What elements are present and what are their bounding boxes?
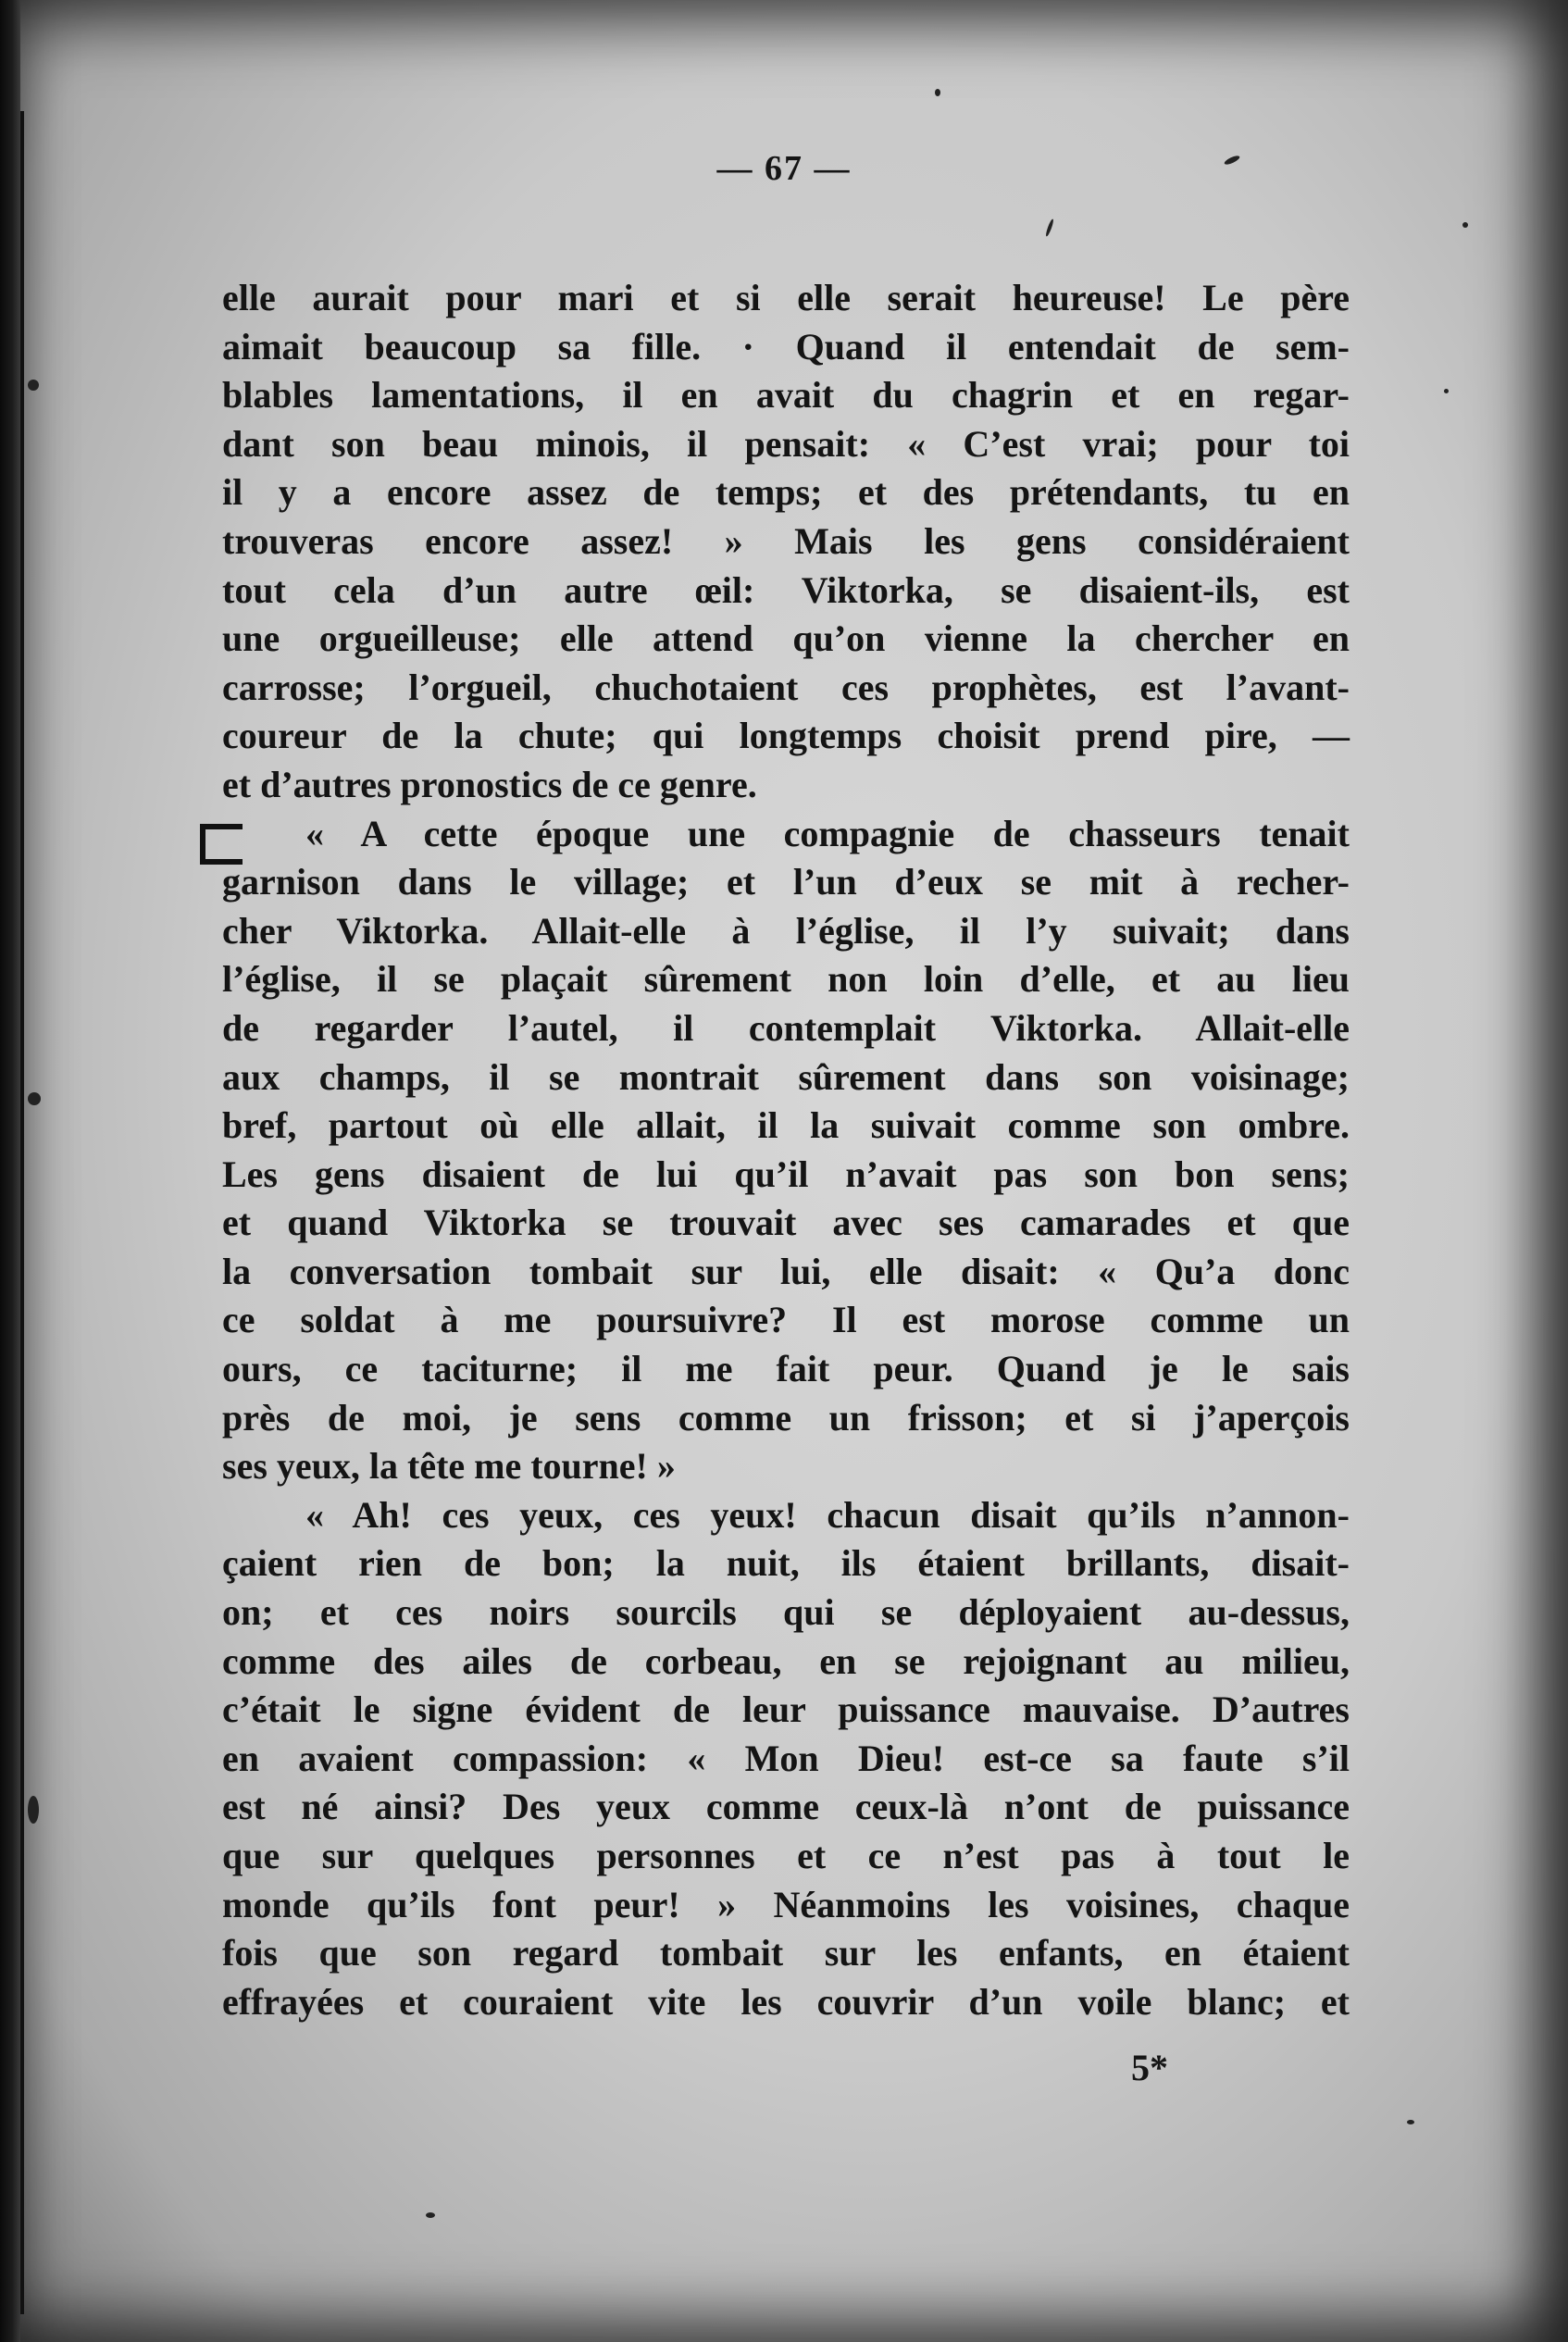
text-line-27: çaient rien de bon; la nuit, ils étaient brillants, disait- xyxy=(222,1542,1350,1585)
text-line-8: une orgueilleuse; elle attend qu’on vienne la chercher en xyxy=(222,617,1350,660)
text-line-17: aux champs, il se montrait sûrement dans son voisinage; xyxy=(222,1055,1350,1098)
scan-speck xyxy=(1407,2120,1414,2124)
text-line-12: « A cette époque une compagnie de chasseurs tenait xyxy=(305,812,1350,854)
text-line-30: c’était le signe évident de leur puissance mauvaise. D’autres xyxy=(222,1688,1350,1731)
text-line-34: monde qu’ils font peur! » Néanmoins les voisines, chaque xyxy=(222,1883,1350,1925)
text-line-31: en avaient compassion: « Mon Dieu! est-ce sa faute s’il xyxy=(222,1737,1350,1779)
signature-mark: 5* xyxy=(1131,2047,1168,2088)
text-line-7: tout cela d’un autre œil: Viktorka, se disaient-ils, est xyxy=(222,568,1350,611)
text-line-5: il y a encore assez de temps; et des prétendants, tu en xyxy=(222,471,1350,514)
text-line-13: garnison dans le village; et l’un d’eux se mit à recher- xyxy=(222,861,1350,903)
text-line-29: comme des ailes de corbeau, en se rejoignant au milieu, xyxy=(222,1639,1350,1682)
text-line-10: coureur de la chute; qui longtemps choisit prend pire, — xyxy=(222,715,1350,757)
page-number-header: — 67 — xyxy=(716,149,852,188)
text-line-14: cher Viktorka. Allait-elle à l’église, il l’y suivait; dans xyxy=(222,909,1350,952)
text-line-22: ce soldat à me poursuivre? Il est morose comme un xyxy=(222,1299,1350,1341)
text-line-16: de regarder l’autel, il contemplait Viktorka. Allait-elle xyxy=(222,1006,1350,1049)
text-line-6: trouveras encore assez! » Mais les gens considéraient xyxy=(222,519,1350,562)
text-line-2: aimait beaucoup sa fille. · Quand il entendait de sem- xyxy=(222,325,1350,367)
text-line-23: ours, ce taciturne; il me fait peur. Quand je le sais xyxy=(222,1348,1350,1390)
text-line-33: que sur quelques personnes et ce n’est pas à tout le xyxy=(222,1835,1350,1876)
scan-speck xyxy=(28,1796,39,1824)
binding-rule xyxy=(20,111,24,2314)
text-line-19: Les gens disaient de lui qu’il n’avait pas son bon sens; xyxy=(222,1152,1350,1195)
text-line-18: bref, partout où elle allait, il la suivait comme son ombre. xyxy=(222,1104,1350,1147)
text-line-26: « Ah! ces yeux, ces yeux! chacun disait qu’ils n’annon- xyxy=(305,1493,1350,1536)
text-line-21: la conversation tombait sur lui, elle disait: « Qu’a donc xyxy=(222,1250,1350,1292)
body-text xyxy=(222,274,1350,2026)
scan-speck xyxy=(426,2212,435,2218)
scan-speck xyxy=(1462,222,1468,228)
scan-speck xyxy=(28,380,39,391)
text-line-4: dant son beau minois, il pensait: « C’est vrai; pour toi xyxy=(222,422,1350,465)
text-line-32: est né ainsi? Des yeux comme ceux-là n’ont de puissance xyxy=(222,1786,1350,1828)
text-line-25: ses yeux, la tête me tourne! » xyxy=(222,1445,676,1488)
text-line-15: l’église, il se plaçait sûrement non loin d’elle, et au lieu xyxy=(222,958,1350,1001)
text-line-36: effrayées et couraient vite les couvrir d’un voile blanc; et xyxy=(222,1980,1350,2023)
text-line-9: carrosse; l’orgueil, chuchotaient ces prophètes, est l’avant- xyxy=(222,666,1350,708)
text-line-28: on; et ces noirs sourcils qui se déployaient au-dessus, xyxy=(222,1591,1350,1634)
text-line-11: et d’autres pronostics de ce genre. xyxy=(222,763,757,805)
scan-speck xyxy=(1444,389,1449,393)
scan-speck xyxy=(935,89,940,96)
text-line-35: fois que son regard tombait sur les enfants, en étaient xyxy=(222,1932,1350,1975)
scan-speck xyxy=(28,1092,41,1105)
text-line-1: elle aurait pour mari et si elle serait heureuse! Le père xyxy=(222,277,1350,318)
text-line-20: et quand Viktorka se trouvait avec ses camarades et que xyxy=(222,1202,1350,1244)
binding-edge xyxy=(0,0,20,2342)
text-line-3: blables lamentations, il en avait du chagrin et en regar- xyxy=(222,374,1350,417)
text-line-24: près de moi, je sens comme un frisson; et si j’aperçois xyxy=(222,1396,1350,1439)
